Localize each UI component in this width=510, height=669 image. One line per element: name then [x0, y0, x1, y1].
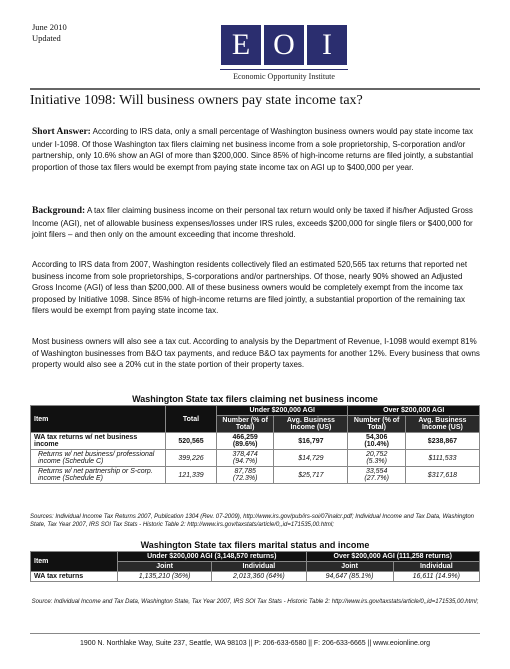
table2-sub-joint-under: Joint	[118, 562, 212, 572]
table1-col-total: Total	[166, 406, 217, 433]
row-under-number: 466,259 (89.6%)	[217, 433, 274, 450]
logo-divider	[220, 69, 348, 70]
logo-letter-e: E	[221, 25, 261, 65]
row-item: WA tax returns	[31, 572, 118, 582]
document-date-block	[32, 22, 67, 44]
row-total: 121,339	[166, 467, 217, 484]
row-over-avg: $238,867	[405, 433, 479, 450]
row-under-joint: 1,135,210 (36%)	[118, 572, 212, 582]
short-answer-label: Short Answer:	[32, 127, 91, 137]
table2-group-over: Over $200,000 AGI (111,258 returns)	[306, 552, 480, 562]
logo-letter-i: I	[307, 25, 347, 65]
table1-sub-avg-under: Avg. Business Income (US)	[274, 416, 348, 433]
table-row	[31, 433, 480, 450]
row-item: Returns w/ net business/ professional income (Schedule C)	[31, 450, 166, 467]
tax-cut-paragraph: Most business owners will also see a tax cut. According to analysis by the Department of Revenue, I-1098 would exempt 81% of Washington businesses from B&O tax payments, and reduce B&O tax payments for another 12%. Every business that owns property would also see a 20% cut in the state portion of their property taxes.	[32, 337, 480, 370]
table2-sub-individual-over: Individual	[393, 562, 479, 572]
document-status: Updated	[32, 33, 61, 43]
table-row	[31, 450, 480, 467]
short-answer-text: According to IRS data, only a small percentage of Washington business owners would pay state income tax under I-1098. Of those Washington tax filers claiming net business income from a sole proprietorship, S-corporation and/or partnership, only 10.6% show an AGI of more than $200,000. Since 85% of high-income returns are filed jointly, a substantial proportion of those tax filers would be exempt from paying state income tax on AGI up to $400,000 per year.	[32, 127, 473, 172]
row-total: 399,226	[166, 450, 217, 467]
background-text: A tax filer claiming business income on their personal tax return would only be taxed if his/her Adjusted Gross Income (AGI), net of allowable business expenses/losses under IRS rules, exceeds $200,000 for single filers or $400,000 for joint filers – and then only on the amount exceeding that income threshold.	[32, 206, 473, 240]
footer-contact: 1900 N. Northlake Way, Suite 237, Seattle, WA 98103 || P: 206-633-6580 || F: 206-633-6665 || www.eoionline.org	[80, 640, 430, 647]
table2-sub-joint-over: Joint	[306, 562, 393, 572]
row-over-number: 33,554 (27.7%)	[348, 467, 405, 484]
row-under-individual: 2,013,360 (64%)	[212, 572, 306, 582]
logo-letter-o: O	[264, 25, 304, 65]
row-over-avg: $111,533	[405, 450, 479, 467]
table1-group-over: Over $200,000 AGI	[348, 406, 480, 416]
row-item: WA tax returns w/ net business income	[31, 433, 166, 450]
header-rule	[30, 88, 480, 90]
row-under-avg: $14,729	[274, 450, 348, 467]
table2-title: Washington State tax filers marital status and income	[140, 540, 370, 550]
row-total: 520,565	[166, 433, 217, 450]
row-under-number: 378,474 (94.7%)	[217, 450, 274, 467]
background-label: Background:	[32, 206, 86, 216]
table2-source: Source: Individual Income and Tax Data, Washington State, Tax Year 2007, IRS SOI Tax Stats - Historic Table 2: http://www.irs.gov/taxstats/article/0,,id=171535,00.html;	[31, 599, 479, 605]
footer-rule	[30, 633, 480, 634]
table1-sub-number-under: Number (% of Total)	[217, 416, 274, 433]
row-over-number: 54,306 (10.4%)	[348, 433, 405, 450]
table2-sub-individual-under: Individual	[212, 562, 306, 572]
background-paragraph	[32, 205, 484, 241]
marital-status-table	[30, 551, 480, 582]
table2-group-under: Under $200,000 AGI (3,148,570 returns)	[118, 552, 307, 562]
table1-col-item: Item	[31, 406, 166, 433]
table-row	[31, 572, 480, 582]
row-under-avg: $16,797	[274, 433, 348, 450]
row-over-avg: $317,618	[405, 467, 479, 484]
table2-col-item: Item	[31, 552, 118, 572]
irs-data-paragraph: According to IRS data from 2007, Washington residents collectively filed an estimated 520,565 tax returns that reported net business income from sole proprietorships, S-corporations and/or partnerships. Of those, nearly 90% showed an Adjusted Gross Income (AGI) of less than $200,000. All of these business owners would be completely exempt from the income tax proposed by Initiative 1098. Since 85% of high-income returns are filed jointly, a substantial proportion of the remaining tax filers would be exempt from paying state income tax.	[32, 260, 468, 316]
table1-sub-number-over: Number (% of Total)	[348, 416, 405, 433]
document-date: June 2010	[32, 22, 67, 32]
table1-sub-avg-over: Avg. Business Income (US)	[405, 416, 479, 433]
table1-source: Sources: Individual Income Tax Returns 2007, Publication 1304 (Rev. 07-2009), http://www.irs.gov/pub/irs-soi/07inalcr.pdf; Individual Income and Tax Data, Washington State, Tax Year 2007, IRS SOI Tax Stats - Historic Table 2: http://www.irs.gov/taxstats/article/0,,id=171535,00.html;	[30, 514, 475, 528]
org-name: Economic Opportunity Institute	[233, 72, 335, 81]
row-over-individual: 16,611 (14.9%)	[393, 572, 479, 582]
row-over-number: 20,752 (5.3%)	[348, 450, 405, 467]
table1-group-under: Under $200,000 AGI	[217, 406, 348, 416]
table-row	[31, 467, 480, 484]
eoi-logo	[214, 25, 354, 81]
table1-title: Washington State tax filers claiming net business income	[132, 394, 378, 404]
row-under-avg: $25,717	[274, 467, 348, 484]
row-item: Returns w/ net partnership or S-corp. income (Schedule E)	[31, 467, 166, 484]
business-income-table	[30, 405, 480, 484]
row-under-number: 87,785 (72.3%)	[217, 467, 274, 484]
row-over-joint: 94,647 (85.1%)	[306, 572, 393, 582]
page-title: Initiative 1098: Will business owners pay state income tax?	[30, 93, 363, 108]
short-answer-paragraph	[32, 126, 484, 173]
